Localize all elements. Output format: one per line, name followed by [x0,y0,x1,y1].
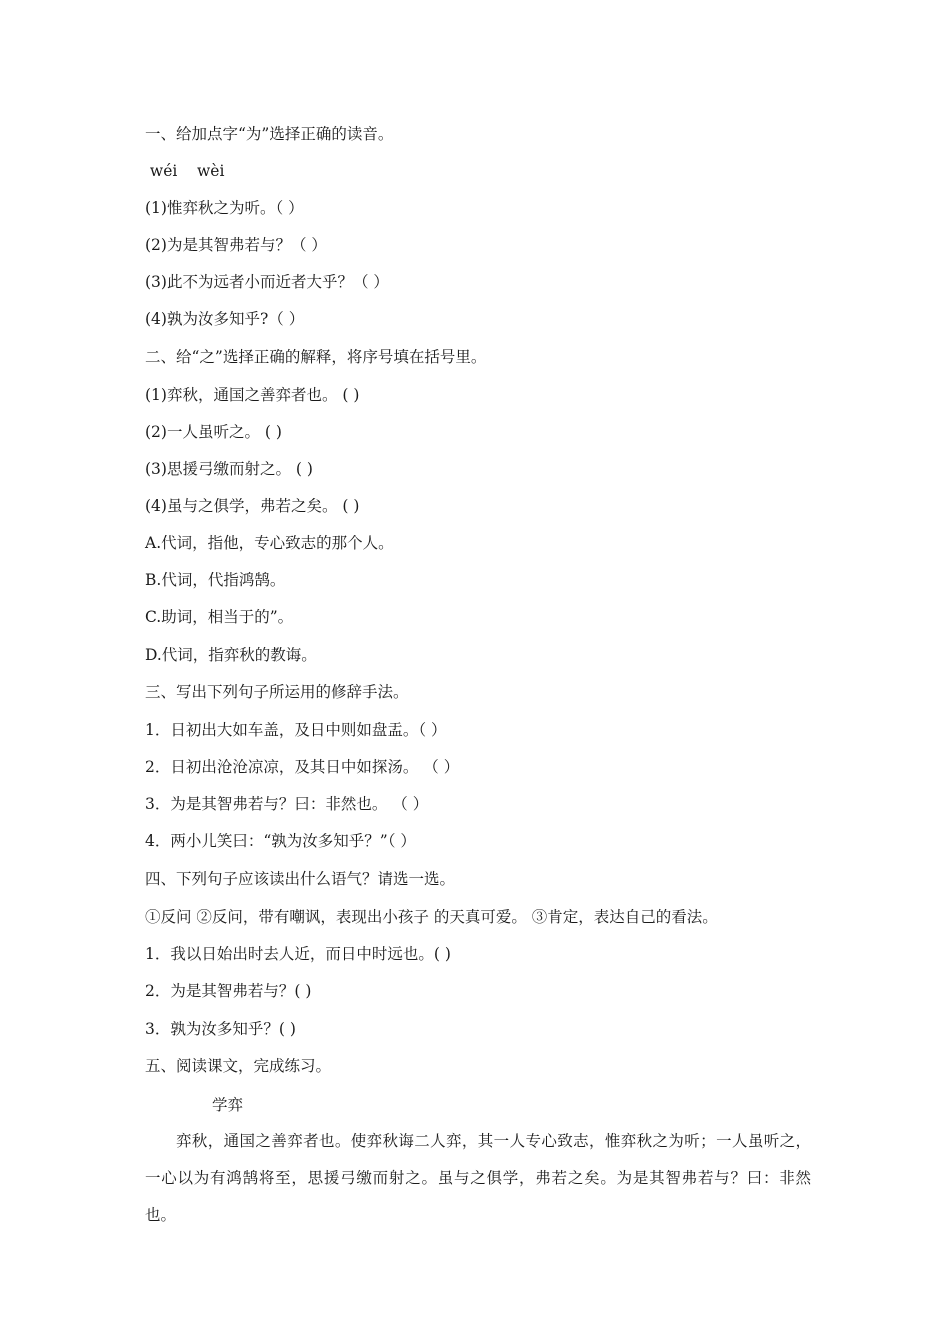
passage-body: 弈秋，通国之善弈者也。使弈秋诲二人弈，其一人专心致志，惟弈秋之为听；一人虽听之，一心以为有鸿鹄将至，思援弓缴而射之。虽与之俱学，弗若之矣。为是其智弗若与？曰：非然也。 [145,1132,811,1224]
question-1-1: (1)惟弈秋之为听。（ ） [145,199,304,217]
section-4-heading: 四、下列句子应该读出什么语气？请选一选。 [145,870,456,888]
section-2-heading: 二、给“之”选择正确的解释，将序号填在括号里。 [145,348,487,366]
option-c: C.助词，相当于的”。 [145,608,294,626]
tone-options: ①反问 ②反问，带有嘲讽，表现出小孩子 的天真可爱。 ③肯定，表达自己的看法。 [145,908,718,926]
option-d: D.代词，指弈秋的教诲。 [145,646,317,664]
question-2-1: (1)弈秋，通国之善弈者也。 ( ) [145,386,360,404]
question-3-4: 4．两小儿笑曰：“孰为汝多知乎？”（ ） [145,832,416,850]
question-1-3: (3)此不为远者小而近者大乎？（ ） [145,273,389,291]
section-1-heading: 一、给加点字“为”选择正确的读音。 [145,125,394,143]
question-4-1: 1．我以日始出时去人近，而日中时远也。( ) [145,945,451,963]
question-3-2: 2．日初出沧沧凉凉，及其日中如探汤。 （ ） [145,758,460,776]
option-b: B.代词，代指鸿鹄。 [145,571,286,589]
section-3-heading: 三、写出下列句子所运用的修辞手法。 [145,683,409,701]
question-3-3: 3．为是其智弗若与？曰：非然也。 （ ） [145,795,429,813]
question-2-2: (2)一人虽听之。 ( ) [145,423,282,441]
question-3-1: 1．日初出大如车盖，及日中则如盘盂。（ ） [145,721,447,739]
question-2-3: (3)思援弓缴而射之。 ( ) [145,460,313,478]
question-4-2: 2．为是其智弗若与？( ) [145,982,312,1000]
section-5-heading: 五、阅读课文，完成练习。 [145,1057,332,1075]
passage-title: 学弈 [212,1096,244,1114]
question-4-3: 3．孰为汝多知乎？( ) [145,1020,296,1038]
question-1-4: (4)孰为汝多知乎?（ ） [145,310,305,328]
question-1-2: (2)为是其智弗若与？（ ） [145,236,327,254]
pinyin-options: wéi wèi [145,162,225,180]
option-a: A.代词，指他，专心致志的那个人。 [145,534,394,552]
question-2-4: (4)虽与之俱学，弗若之矣。 ( ) [145,497,360,515]
